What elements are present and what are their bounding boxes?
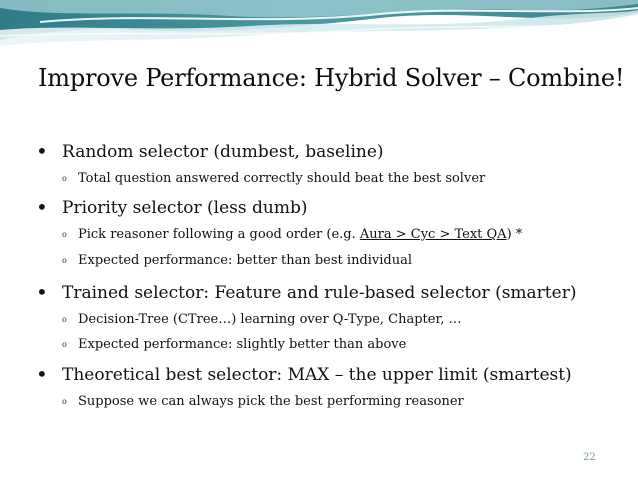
slide-title: Improve Performance: Hybrid Solver – Combine! xyxy=(38,64,625,92)
sub-bullet-marker: o xyxy=(62,230,67,239)
bullet-trained-selector xyxy=(36,281,576,303)
sub-bullet-text-after: ) * xyxy=(506,227,523,242)
sub-bullet xyxy=(62,253,412,268)
sub-bullet-text: Decision-Tree (CTree…) learning over Q-Type, Chapter, … xyxy=(78,312,462,327)
bullet-text: Theoretical best selector: MAX – the upper limit (smartest) xyxy=(62,365,572,385)
sub-bullet xyxy=(62,227,522,242)
page-number: 22 xyxy=(583,452,596,463)
bullet-text: Priority selector (less dumb) xyxy=(62,198,308,218)
sub-bullet xyxy=(62,312,462,327)
sub-bullet-marker: o xyxy=(62,256,67,265)
bullet-text: Random selector (dumbest, baseline) xyxy=(62,142,384,162)
bullet-theoretical-selector xyxy=(36,363,572,385)
bullet-priority-selector xyxy=(36,196,308,218)
sub-bullet xyxy=(62,337,406,352)
bullet-random-selector xyxy=(36,140,384,162)
sub-bullet-text: Total question answered correctly should beat the best solver xyxy=(78,171,486,186)
sub-bullet-text: Suppose we can always pick the best performing reasoner xyxy=(78,394,464,409)
reasoner-order-link[interactable]: Aura > Cyc > Text QA xyxy=(359,227,507,242)
sub-bullet xyxy=(62,394,464,409)
bullet-text: Trained selector: Feature and rule-based selector (smarter) xyxy=(62,283,577,303)
bullet-marker: • xyxy=(36,280,48,304)
sub-bullet-text: Expected performance: better than best individual xyxy=(78,253,413,268)
sub-bullet-marker: o xyxy=(62,315,67,324)
sub-bullet-marker: o xyxy=(62,397,67,406)
sub-bullet-marker: o xyxy=(62,340,67,349)
sub-bullet-text-before: Pick reasoner following a good order (e.g. xyxy=(78,227,360,242)
sub-bullet-marker: o xyxy=(62,174,67,183)
sub-bullet xyxy=(62,171,485,186)
sub-bullet-text: Expected performance: slightly better than above xyxy=(78,337,407,352)
header-wave-decoration xyxy=(0,0,638,50)
bullet-marker: • xyxy=(36,362,48,386)
bullet-marker: • xyxy=(36,139,48,163)
bullet-marker: • xyxy=(36,195,48,219)
